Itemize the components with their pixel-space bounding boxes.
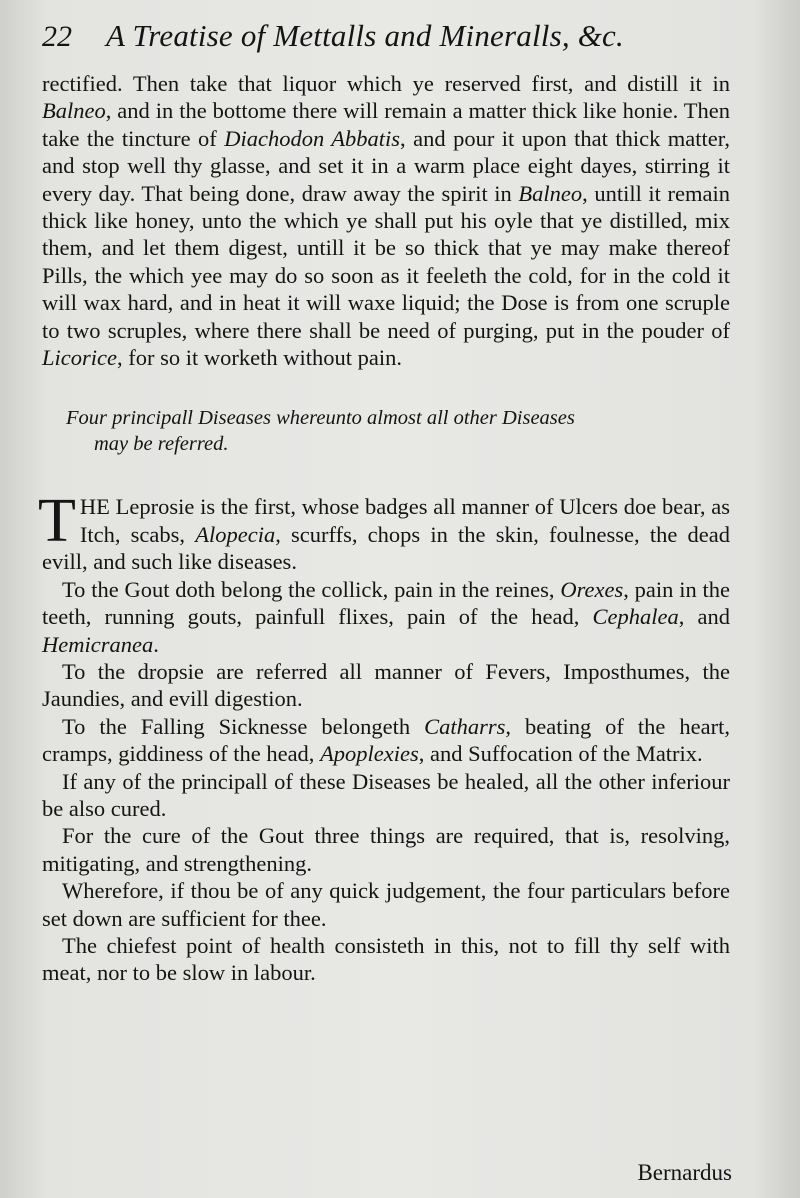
page-header — [42, 18, 730, 70]
paragraph-dropsie: To the dropsie are referred all manner of Fevers, Imposthumes, the Jaundies, and evill digestion. — [42, 658, 730, 712]
text-run: , and in the bottome there will remain a matter thick like honie. Then take the tincture of — [42, 98, 730, 151]
text-run: , untill it remain thick like honey, unto the which ye shall put his oyle that ye distilled, mix them, and let them digest, untill it be so thick that ye may make thereof Pills, the which yee may do so soon as it feeleth the cold, for in the cold it will wax hard, and in heat it will waxe liquid; the Dose is from one scruple to two scruples, where there shall be need of purging, put in the pouder of — [42, 180, 730, 343]
page-number: 22 — [42, 20, 72, 53]
running-title: A Treatise of Mettalls and Mineralls, &c. — [106, 18, 624, 53]
text-run: , beating of the heart, cramps, giddiness of the head, — [42, 713, 730, 767]
heading-line-1: Four principall Diseases whereunto almost all other Diseases — [66, 407, 575, 430]
italic-term: Cephalea — [592, 604, 679, 630]
italic-term: Catharrs — [424, 713, 506, 739]
italic-term: Hemicranea — [42, 631, 154, 657]
italic-term: Licorice — [42, 345, 117, 371]
section-heading — [66, 405, 730, 457]
text-run: . — [153, 631, 159, 657]
italic-term: Orexes — [560, 576, 624, 602]
paragraph-gout — [42, 576, 730, 658]
paragraph-healed: If any of the principall of these Diseases be healed, all the other inferiour be also cured. — [42, 768, 730, 821]
text-run: , pain in the teeth, running gouts, painfull flixes, pain of the head, — [42, 576, 730, 630]
text-run: To the Falling Sicknesse belongeth — [62, 713, 425, 739]
paragraph-leprosie — [38, 487, 731, 575]
paragraph-falling-sicknesse — [42, 713, 730, 768]
catchword: Bernardus — [637, 1160, 732, 1185]
text-run: , scurffs, chops in the skin, foulnesse, the dead evill, and such like diseases. — [42, 521, 731, 575]
text-run: rectified. Then take that liquor which ye reserved first, and distill it in — [42, 71, 730, 96]
text-run: To the Gout doth belong the collick, pain in the reines, — [62, 576, 561, 602]
italic-term: Alopecia — [195, 521, 276, 547]
drop-cap: T — [38, 487, 76, 556]
heading-line-2: may be referred. — [94, 433, 229, 456]
text-run: , for so it worketh without pain. — [116, 345, 402, 371]
italic-term: Balneo — [518, 180, 583, 206]
paragraph-recipe — [42, 70, 730, 371]
text-run: HE Leprosie is the first, whose badges all manner of Ulcers doe bear, as Itch, scabs, — [79, 494, 730, 547]
italic-term: Diachodon Abbatis — [224, 125, 401, 151]
italic-term: Apoplexies — [320, 741, 419, 767]
paragraph-wherefore: Wherefore, if thou be of any quick judgement, the four particulars before set down are sufficient for thee. — [42, 878, 730, 931]
text-run: , and pour it upon that thick matter, and stop well thy glasse, and set it in a warm place eight dayes, stirring it every day. That being done, draw away the spirit in — [42, 125, 730, 206]
text-run: , and Suffocation of the Matrix. — [418, 741, 703, 767]
italic-term: Balneo — [42, 98, 106, 124]
text-run: , and — [678, 604, 730, 630]
paragraph-cure: For the cure of the Gout three things are required, that is, resolving, mitigating, and strengthening. — [42, 823, 730, 876]
paragraph-chiefest: The chiefest point of health consisteth in this, not to fill thy self with meat, nor to be slow in labour. — [42, 932, 730, 986]
